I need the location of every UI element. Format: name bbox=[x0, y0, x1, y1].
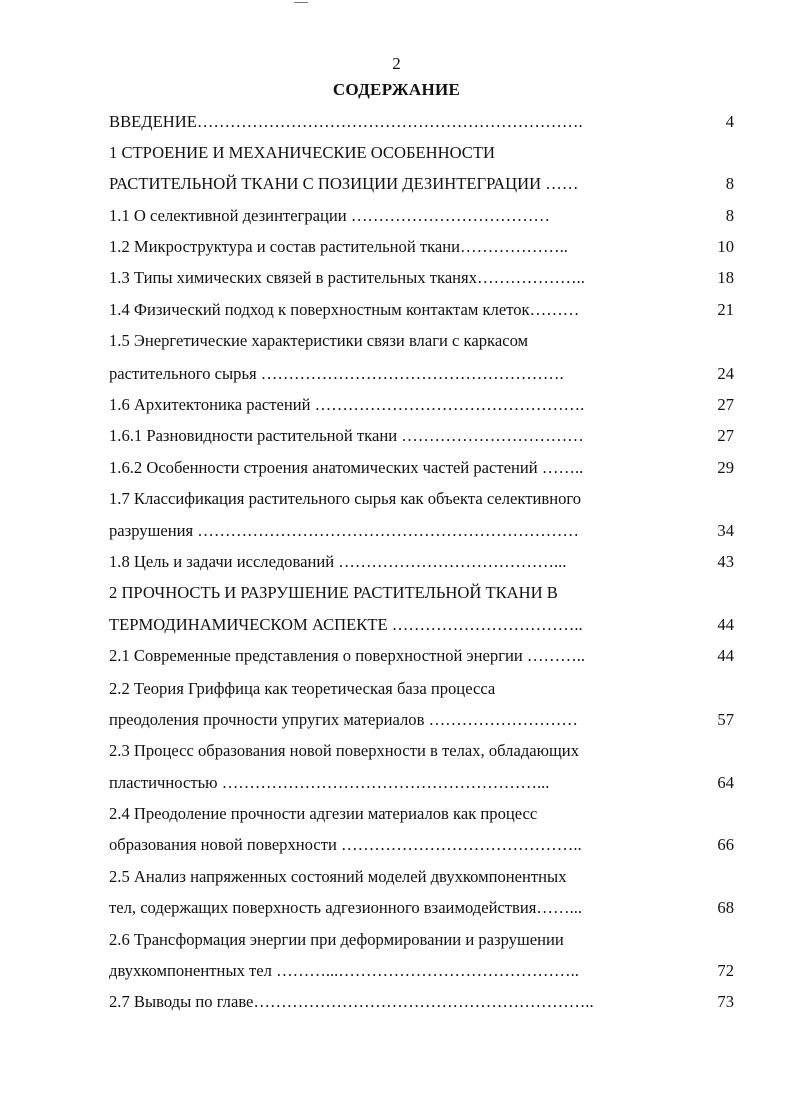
toc-entry-text: 1.6.1 Разновидности растительной ткани …………………………… bbox=[109, 426, 584, 445]
toc-entry-page: 68 bbox=[717, 898, 734, 917]
toc-entry-page: 10 bbox=[717, 237, 734, 256]
toc-entry bbox=[109, 613, 734, 637]
toc-entry bbox=[109, 581, 734, 605]
toc-entry bbox=[109, 519, 734, 543]
toc-entry-page: 24 bbox=[717, 364, 734, 383]
toc-entry-page: 72 bbox=[717, 961, 734, 980]
toc-entry bbox=[109, 896, 734, 920]
toc-entry-text: тел, содержащих поверхность адгезионного взаимодействия……... bbox=[109, 898, 583, 917]
toc-entry-text: 1 СТРОЕНИЕ И МЕХАНИЧЕСКИЕ ОСОБЕННОСТИ bbox=[109, 143, 495, 162]
toc-entry-page: 27 bbox=[717, 395, 734, 414]
toc-entry-page: 21 bbox=[717, 300, 734, 319]
toc-entry-page: 66 bbox=[717, 835, 734, 854]
toc-entry-page: 27 bbox=[717, 426, 734, 445]
toc-entry-text: образования новой поверхности …………………………………….. bbox=[109, 835, 582, 854]
toc-entry-page: 44 bbox=[717, 615, 734, 634]
toc-entry-page: 29 bbox=[717, 458, 734, 477]
toc-entry bbox=[109, 204, 734, 228]
toc-entry-page: 18 bbox=[717, 268, 734, 287]
toc-entry bbox=[109, 487, 734, 511]
toc-entry bbox=[109, 771, 734, 795]
toc-entry bbox=[109, 644, 734, 668]
toc-entry bbox=[109, 739, 734, 763]
toc-entry-page: 57 bbox=[717, 710, 734, 729]
toc-entry-page: 73 bbox=[717, 992, 734, 1011]
toc-entry-text: 1.3 Типы химических связей в растительных тканях……………….. bbox=[109, 268, 585, 287]
toc-entry bbox=[109, 110, 734, 134]
toc-entry-page: 64 bbox=[717, 773, 734, 792]
toc-entry bbox=[109, 235, 734, 259]
toc-entry-text: 1.7 Классификация растительного сырья как объекта селективного bbox=[109, 489, 582, 508]
top-edge-mark bbox=[294, 2, 308, 3]
toc-entry-text: ТЕРМОДИНАМИЧЕСКОМ АСПЕКТЕ …………………………….. bbox=[109, 615, 583, 634]
toc-entry-page: 44 bbox=[717, 646, 734, 665]
toc-entry-text: ВВЕДЕНИЕ……………………………………………………………. bbox=[109, 112, 583, 131]
toc-entry-text: растительного сырья ………………………………………………. bbox=[109, 364, 564, 383]
toc-entry-page: 8 bbox=[725, 206, 734, 225]
toc-entry-text: 1.6.2 Особенности строения анатомических частей растений …….. bbox=[109, 458, 584, 477]
toc-entry bbox=[109, 393, 734, 417]
toc-entry bbox=[109, 141, 734, 165]
toc-entry bbox=[109, 329, 734, 353]
page-number: 2 bbox=[392, 54, 401, 73]
toc-entry-page: 43 bbox=[717, 552, 734, 571]
toc-entry-text: 1.5 Энергетические характеристики связи влаги с каркасом bbox=[109, 331, 529, 350]
toc-entry-text: 1.1 О селективной дезинтеграции ……………………………… bbox=[109, 206, 550, 225]
toc-title: СОДЕРЖАНИЕ bbox=[332, 80, 461, 99]
toc-entry bbox=[109, 362, 734, 386]
toc-entry-text: разрушения …………………………………………………………… bbox=[109, 521, 579, 540]
toc-entry bbox=[109, 677, 734, 701]
toc-entry bbox=[109, 928, 734, 952]
toc-entry-text: 2.1 Современные представления о поверхностной энергии ……….. bbox=[109, 646, 585, 665]
toc-entry bbox=[109, 266, 734, 290]
toc-entry-text: 1.2 Микроструктура и состав растительной ткани……………….. bbox=[109, 237, 568, 256]
toc-entry-text: 1.4 Физический подход к поверхностным контактам клеток……… bbox=[109, 300, 580, 319]
toc-entry-text: преодоления прочности упругих материалов ……………………… bbox=[109, 710, 578, 729]
toc-entry-text: двухкомпонентных тел ………...…………………………………….. bbox=[109, 961, 579, 980]
toc-entry bbox=[109, 833, 734, 857]
toc-entry bbox=[109, 456, 734, 480]
toc-entry bbox=[109, 959, 734, 983]
toc-entry bbox=[109, 990, 734, 1014]
toc-entry bbox=[109, 708, 734, 732]
toc-entry bbox=[109, 172, 734, 196]
toc-entry-text: 2 ПРОЧНОСТЬ И РАЗРУШЕНИЕ РАСТИТЕЛЬНОЙ ТКАНИ В bbox=[109, 583, 558, 602]
toc-entry-text: 2.2 Теория Гриффица как теоретическая база процесса bbox=[109, 679, 496, 698]
toc-entry bbox=[109, 865, 734, 889]
toc-entry bbox=[109, 802, 734, 826]
toc-entry-text: 2.5 Анализ напряженных состояний моделей двухкомпонентных bbox=[109, 867, 567, 886]
toc-entry-page: 8 bbox=[725, 174, 734, 193]
toc-entry-text: пластичностью …………………………………………………... bbox=[109, 773, 550, 792]
toc-entry bbox=[109, 424, 734, 448]
toc-entry-text: 2.7 Выводы по главе…………………………………………………….. bbox=[109, 992, 594, 1011]
toc-entry-page: 34 bbox=[717, 521, 734, 540]
toc-entry-text: 2.4 Преодоление прочности адгезии материалов как процесс bbox=[109, 804, 538, 823]
toc-entry-text: 1.6 Архитектоника растений …………………………………………. bbox=[109, 395, 585, 414]
toc-entry-text: РАСТИТЕЛЬНОЙ ТКАНИ С ПОЗИЦИИ ДЕЗИНТЕГРАЦИИ …… bbox=[109, 174, 579, 193]
toc-entry-text: 2.3 Процесс образования новой поверхности в телах, обладающих bbox=[109, 741, 579, 760]
toc-entry bbox=[109, 298, 734, 322]
toc-entry-text: 2.6 Трансформация энергии при деформировании и разрушении bbox=[109, 930, 564, 949]
toc-entry bbox=[109, 550, 734, 574]
toc-entry-text: 1.8 Цель и задачи исследований …………………………………... bbox=[109, 552, 567, 571]
toc-entry-page: 4 bbox=[725, 112, 734, 131]
